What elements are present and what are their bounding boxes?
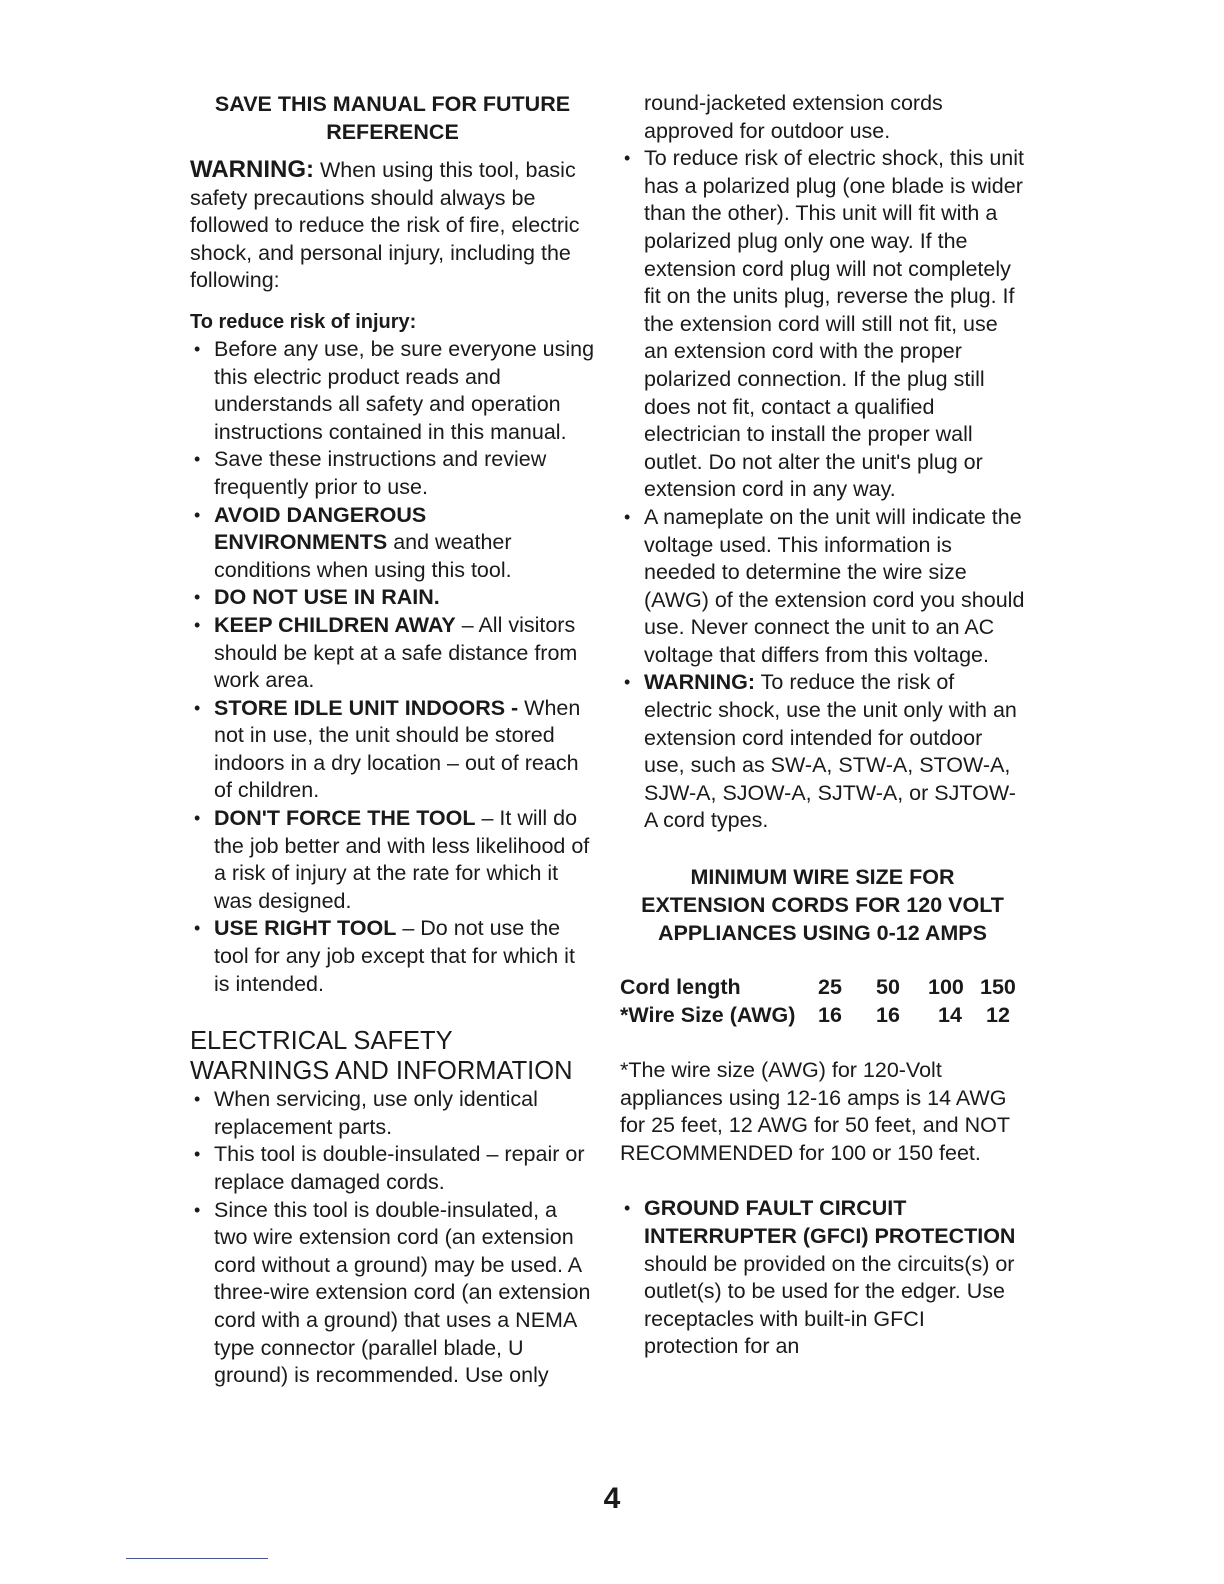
table-cell: Cord length <box>620 975 741 1000</box>
list-item <box>190 1086 595 1141</box>
gfci-bullet-list <box>620 1195 1025 1361</box>
bullet-text: – All visitors should be kept at a safe distance from work area. <box>214 612 578 693</box>
list-item <box>620 145 1025 504</box>
table-cell: 25 <box>818 975 842 1000</box>
bullet-bold: GROUND FAULT CIRCUIT INTERRUPTER (GFCI) PROTECTION <box>644 1196 1016 1248</box>
warning-paragraph <box>190 156 595 295</box>
warning-label: WARNING: <box>190 156 314 183</box>
bullet-bold: USE RIGHT TOOL <box>214 916 397 941</box>
table-cell: *Wire Size (AWG) <box>620 1003 796 1028</box>
list-item <box>620 1195 1025 1361</box>
list-item <box>190 446 595 501</box>
table-cell: 14 <box>938 1003 962 1028</box>
bullet-text: Before any use, be sure everyone using this electric product reads and understands all safety and operation instructions contained in this manual. <box>214 336 595 444</box>
table-cell: 12 <box>986 1003 1010 1028</box>
injury-heading: To reduce risk of injury: <box>190 310 417 333</box>
list-item <box>190 502 595 585</box>
bullet-bold: WARNING: <box>644 670 756 695</box>
bullet-text: To reduce the risk of electric shock, use the unit only with an extension cord intended for outdoor use, such as SW-A, STW-A, STOW-A, SJW-A, SJOW-A, SJTW-A, or SJTOW-A cord types. <box>644 670 1017 833</box>
list-item <box>190 915 595 998</box>
footer-rule <box>126 1558 268 1559</box>
table-cell: 150 <box>980 975 1016 1000</box>
bullet-text: should be provided on the circuits(s) or outlet(s) to be used for the edger. Use receptacles with built-in GFCI protection for an <box>644 1251 1015 1359</box>
wire-size-table <box>620 973 1016 1029</box>
bullet-text: A nameplate on the unit will indicate the voltage used. This information is needed to determine the wire size (AWG) of the extension cord you should use. Never connect the unit to an AC voltage that differs from this voltage. <box>644 504 1025 667</box>
bullet-text: Since this tool is double-insulated, a two wire extension cord (an extension cord without a ground) may be used. A three-wire extension cord (an extension cord with a ground) that uses a NEMA type connector (parallel blade, U ground) is recommended. Use only <box>214 1197 591 1388</box>
bullet-text: and weather conditions when using this tool. <box>214 530 512 582</box>
wire-size-footnote: *The wire size (AWG) for 120-Volt appliances using 12-16 amps is 14 AWG for 25 feet, 12 AWG for 50 feet, and NOT RECOMMENDED for 100 or 150 feet. <box>620 1058 1010 1165</box>
list-item <box>190 612 595 695</box>
bullet-text: When servicing, use only identical replacement parts. <box>214 1087 538 1139</box>
bullet-text: – It will do the job better and with less likelihood of a risk of injury at the rate for which it was designed. <box>214 806 590 913</box>
bullet-text: When not in use, the unit should be stored indoors in a dry location – out of reach of children. <box>214 695 581 803</box>
bullet-text: To reduce risk of electric shock, this unit has a polarized plug (one blade is wider than the other). This unit will fit with a polarized plug only one way. If the extension cord plug will not completely fit on the units plug, reverse the plug. If the extension cord will still not fit, use an extension cord with the proper polarized connection. If the plug still does not fit, contact a qualified electrician to install the proper wall outlet. Do not alter the unit's plug or extension cord in any way. <box>644 146 1024 502</box>
bullet-text: Save these instructions and review frequently prior to use. <box>214 447 547 499</box>
table-cell: 100 <box>928 975 964 1000</box>
bullet-bold: STORE IDLE UNIT INDOORS - <box>214 695 519 720</box>
wire-heading-line: MINIMUM WIRE SIZE FOR <box>690 865 955 890</box>
page-number: 4 <box>603 1482 621 1515</box>
right-bullet-list <box>620 145 1025 835</box>
warning-text: When using this tool, basic safety precautions should always be followed to reduce the risk of fire, electric shock, and personal injury, including the following: <box>190 158 580 293</box>
bullet-text: – Do not use the tool for any job except that for which it is intended. <box>214 916 575 996</box>
wire-size-heading <box>620 863 1025 947</box>
table-row <box>620 973 1016 1001</box>
save-manual-title: SAVE THIS MANUAL FOR FUTURE REFERENCE <box>214 92 571 144</box>
electrical-safety-heading: ELECTRICAL SAFETY WARNINGS AND INFORMATION <box>190 1027 573 1086</box>
list-item <box>190 584 595 612</box>
list-item <box>190 1197 595 1390</box>
list-item <box>620 669 1025 835</box>
bullet-bold: AVOID DANGEROUS ENVIRONMENTS <box>214 502 427 555</box>
list-item <box>190 695 595 805</box>
table-row <box>620 1001 1016 1029</box>
table-cell: 50 <box>876 975 900 1000</box>
list-item <box>190 1141 595 1196</box>
wire-heading-line: EXTENSION CORDS FOR 120 VOLT <box>641 893 1004 918</box>
bullet-text: This tool is double-insulated – repair or replace damaged cords. <box>214 1142 585 1194</box>
list-item <box>190 336 595 446</box>
bullet-bold: DON'T FORCE THE TOOL <box>214 806 476 831</box>
wire-heading-line: APPLIANCES USING 0-12 AMPS <box>658 921 987 946</box>
continuation-text: round-jacketed extension cords approved for outdoor use. <box>644 91 943 143</box>
left-column <box>190 90 595 1390</box>
right-column <box>620 90 1025 1361</box>
bullet-bold: KEEP CHILDREN AWAY <box>214 612 456 637</box>
list-item <box>620 504 1025 670</box>
table-cell: 16 <box>818 1003 842 1028</box>
list-item <box>190 805 595 915</box>
electrical-bullet-list <box>190 1086 595 1390</box>
injury-bullet-list <box>190 336 595 998</box>
bullet-bold: DO NOT USE IN RAIN. <box>214 585 440 610</box>
table-cell: 16 <box>876 1003 900 1028</box>
